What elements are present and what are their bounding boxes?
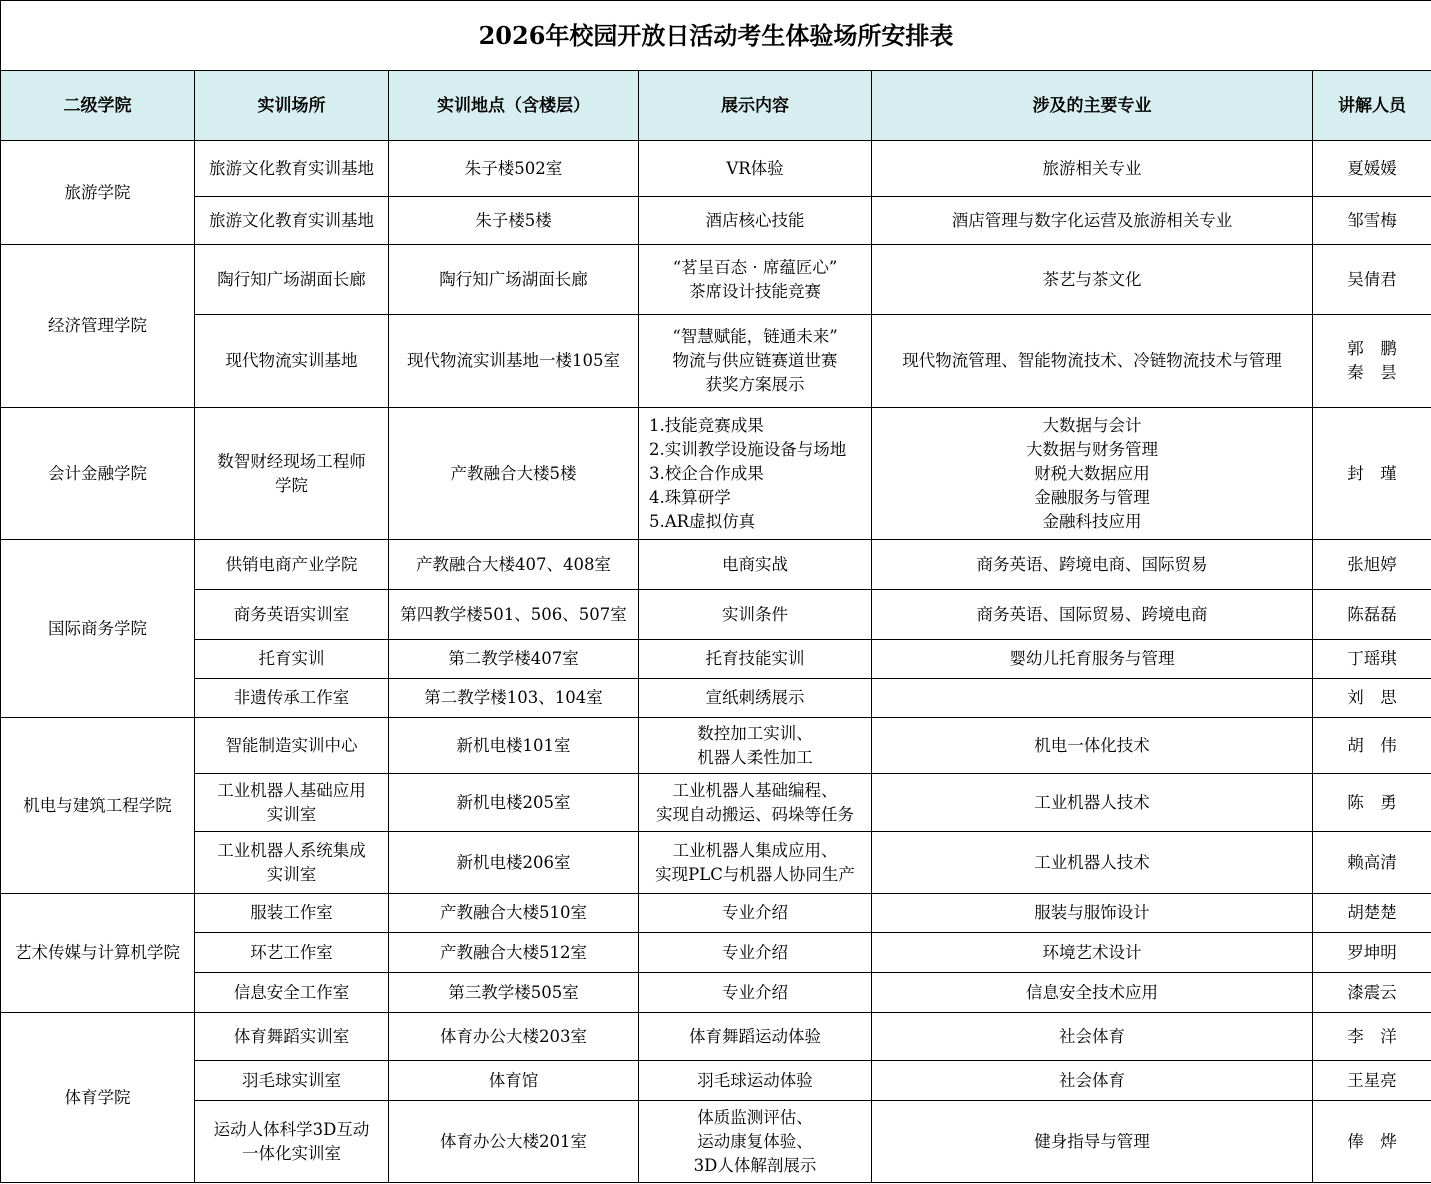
content-cell	[639, 973, 872, 1013]
majors-cell	[872, 1013, 1313, 1061]
majors-cell	[872, 973, 1313, 1013]
location-line: 新机电楼101室	[456, 735, 571, 755]
staff-cell	[1313, 774, 1431, 832]
location-line: 体育办公大楼203室	[440, 1026, 587, 1046]
location-line: 陶行知广场湖面长廊	[439, 269, 588, 289]
location-line: 朱子楼5楼	[475, 210, 552, 230]
staff-cell	[1313, 1101, 1431, 1183]
staff-line: 李 洋	[1347, 1026, 1397, 1046]
site-cell	[195, 774, 389, 832]
table-row	[1, 408, 1431, 540]
location-cell	[389, 933, 639, 973]
location-cell	[389, 315, 639, 408]
content-cell	[639, 1061, 872, 1101]
staff-line: 陈 勇	[1347, 792, 1397, 812]
staff-cell	[1313, 679, 1431, 718]
college-cell: 会计金融学院	[1, 408, 195, 540]
table-row	[1, 973, 1431, 1013]
site-line: 现代物流实训基地	[225, 351, 358, 370]
content-cell	[639, 832, 872, 894]
college-cell: 机电与建筑工程学院	[1, 718, 195, 894]
majors-cell	[872, 679, 1313, 718]
column-header-site: 实训场所	[195, 71, 389, 141]
staff-line: 陈磊磊	[1347, 604, 1397, 624]
site-line: 学院	[275, 475, 308, 495]
content-line: 托育技能实训	[705, 649, 805, 668]
site-cell	[195, 679, 389, 718]
majors-cell	[872, 590, 1313, 640]
content-cell	[639, 640, 872, 679]
content-cell	[639, 590, 872, 640]
site-line: 工业机器人系统集成	[217, 840, 366, 860]
staff-line: 夏媛媛	[1347, 158, 1397, 178]
majors-cell	[872, 933, 1313, 973]
site-line: 陶行知广场湖面长廊	[217, 269, 366, 289]
majors-cell	[872, 718, 1313, 774]
site-cell	[195, 640, 389, 679]
location-cell	[389, 245, 639, 315]
staff-line: 王星亮	[1347, 1070, 1397, 1090]
majors-line: 大数据与财务管理	[1026, 439, 1158, 459]
staff-line: 封 瑾	[1347, 463, 1397, 483]
table-row	[1, 1101, 1431, 1183]
table-row	[1, 1061, 1431, 1101]
location-cell	[389, 679, 639, 718]
content-line: 实现PLC与机器人协同生产	[655, 864, 855, 884]
content-line: “智慧赋能，链通未来”	[672, 327, 838, 346]
staff-cell	[1313, 245, 1431, 315]
table-row	[1, 315, 1431, 408]
majors-line: 机电一体化技术	[1034, 735, 1150, 755]
content-cell	[639, 540, 872, 590]
location-cell	[389, 540, 639, 590]
staff-cell	[1313, 894, 1431, 933]
site-line: 一体化实训室	[242, 1143, 341, 1163]
location-line: 第二教学楼407室	[448, 649, 579, 668]
site-cell	[195, 1061, 389, 1101]
location-line: 产教融合大楼512室	[440, 942, 587, 962]
site-line: 实训室	[266, 804, 317, 824]
site-line: 工业机器人基础应用	[217, 780, 366, 800]
staff-cell	[1313, 640, 1431, 679]
site-line: 托育实训	[258, 649, 325, 668]
location-cell	[389, 832, 639, 894]
location-line: 体育办公大楼201室	[440, 1131, 587, 1151]
content-line: 运动康复体验、	[697, 1131, 813, 1151]
majors-line: 金融科技应用	[1042, 511, 1142, 531]
table-title: 2026年校园开放日活动考生体验场所安排表	[1, 1, 1431, 71]
table-row	[1, 679, 1431, 718]
content-cell	[639, 197, 872, 245]
column-header-college: 二级学院	[1, 71, 195, 141]
site-line: 服装工作室	[250, 903, 333, 922]
content-cell	[639, 408, 872, 540]
site-cell	[195, 933, 389, 973]
content-line: 1.技能竞赛成果	[649, 415, 764, 435]
content-cell	[639, 245, 872, 315]
site-cell	[195, 718, 389, 774]
staff-cell	[1313, 408, 1431, 540]
location-line: 新机电楼205室	[456, 792, 571, 812]
majors-line: 大数据与会计	[1042, 415, 1142, 435]
staff-cell	[1313, 718, 1431, 774]
site-cell	[195, 1013, 389, 1061]
content-line: 电商实战	[722, 554, 788, 574]
site-line: 环艺工作室	[250, 942, 333, 962]
college-cell: 体育学院	[1, 1013, 195, 1183]
site-line: 非遗传承工作室	[233, 688, 350, 707]
majors-cell	[872, 315, 1313, 408]
content-line: 实训条件	[722, 604, 788, 624]
content-line: 3.校企合作成果	[649, 463, 764, 483]
staff-cell	[1313, 540, 1431, 590]
site-cell	[195, 973, 389, 1013]
location-cell	[389, 1101, 639, 1183]
staff-cell	[1313, 1061, 1431, 1101]
majors-cell	[872, 640, 1313, 679]
column-header-location: 实训地点（含楼层）	[389, 71, 639, 141]
majors-line: 社会体育	[1059, 1070, 1125, 1090]
table-row	[1, 933, 1431, 973]
majors-cell	[872, 540, 1313, 590]
site-cell	[195, 832, 389, 894]
table-row	[1, 540, 1431, 590]
majors-line: 商务英语、国际贸易、跨境电商	[976, 604, 1208, 624]
site-line: 旅游文化教育实训基地	[209, 158, 374, 178]
majors-line: 工业机器人技术	[1034, 852, 1150, 872]
site-cell	[195, 540, 389, 590]
location-line: 新机电楼206室	[456, 852, 571, 872]
site-cell	[195, 590, 389, 640]
content-line: 专业介绍	[722, 982, 788, 1002]
location-line: 产教融合大楼5楼	[450, 463, 577, 483]
content-line: 体育舞蹈运动体验	[689, 1026, 821, 1046]
staff-cell	[1313, 973, 1431, 1013]
staff-line: 郭 鹏	[1347, 339, 1397, 358]
content-cell	[639, 718, 872, 774]
site-cell	[195, 408, 389, 540]
content-line: 实现自动搬运、码垛等任务	[656, 804, 854, 824]
content-line: 获奖方案展示	[705, 375, 805, 394]
content-cell	[639, 1101, 872, 1183]
site-line: 数智财经现场工程师	[217, 451, 366, 471]
site-line: 智能制造实训中心	[225, 735, 358, 755]
content-line: 2.实训教学设施设备与场地	[649, 439, 847, 459]
content-line: 5.AR虚拟仿真	[649, 511, 756, 531]
content-cell	[639, 774, 872, 832]
location-line: 第二教学楼103、104室	[424, 688, 603, 707]
table-row	[1, 141, 1431, 197]
location-line: 第四教学楼501、506、507室	[400, 604, 627, 624]
content-line: 3D人体解剖展示	[693, 1155, 817, 1175]
staff-line: 刘 思	[1347, 688, 1397, 707]
location-cell	[389, 1061, 639, 1101]
staff-line: 丁瑶琪	[1347, 649, 1397, 668]
location-line: 朱子楼502室	[464, 158, 563, 178]
majors-cell	[872, 197, 1313, 245]
content-line: 体质监测评估、	[697, 1107, 813, 1127]
site-cell	[195, 141, 389, 197]
majors-line: 金融服务与管理	[1034, 487, 1150, 507]
majors-cell	[872, 1101, 1313, 1183]
majors-cell	[872, 774, 1313, 832]
majors-line: 酒店管理与数字化运营及旅游相关专业	[951, 210, 1233, 230]
table-row	[1, 1013, 1431, 1061]
majors-line: 服装与服饰设计	[1034, 903, 1150, 922]
column-header-staff: 讲解人员	[1313, 71, 1431, 141]
majors-line: 社会体育	[1059, 1026, 1125, 1046]
content-cell	[639, 315, 872, 408]
content-line: 宣纸刺绣展示	[705, 688, 805, 707]
staff-line: 赖高清	[1347, 852, 1397, 872]
table-row	[1, 718, 1431, 774]
majors-line: 信息安全技术应用	[1026, 982, 1158, 1002]
content-line: 物流与供应链赛道世赛	[672, 351, 838, 370]
site-line: 体育舞蹈实训室	[233, 1026, 350, 1046]
content-line: 工业机器人集成应用、	[672, 840, 838, 860]
table-header-row	[1, 71, 1431, 141]
majors-line: 旅游相关专业	[1042, 158, 1142, 178]
staff-cell	[1313, 590, 1431, 640]
location-cell	[389, 590, 639, 640]
site-line: 信息安全工作室	[233, 982, 350, 1002]
content-line: 4.珠算研学	[649, 487, 731, 507]
site-cell	[195, 894, 389, 933]
majors-line: 商务英语、跨境电商、国际贸易	[976, 554, 1208, 574]
staff-line: 吴倩君	[1347, 269, 1397, 289]
table-row	[1, 197, 1431, 245]
table-row	[1, 640, 1431, 679]
staff-cell	[1313, 315, 1431, 408]
majors-line: 财税大数据应用	[1034, 463, 1150, 483]
location-cell	[389, 141, 639, 197]
staff-cell	[1313, 1013, 1431, 1061]
content-line: 机器人柔性加工	[697, 747, 813, 767]
staff-line: 漆震云	[1347, 982, 1397, 1002]
location-cell	[389, 774, 639, 832]
location-line: 现代物流实训基地一楼105室	[407, 351, 620, 370]
site-line: 羽毛球实训室	[242, 1070, 341, 1090]
content-line: 数控加工实训、	[697, 723, 813, 743]
majors-line: 工业机器人技术	[1034, 792, 1150, 812]
site-line: 供销电商产业学院	[225, 554, 358, 574]
table-row	[1, 894, 1431, 933]
table-row	[1, 245, 1431, 315]
majors-line: 茶艺与茶文化	[1042, 269, 1142, 289]
college-cell: 艺术传媒与计算机学院	[1, 894, 195, 1013]
location-cell	[389, 408, 639, 540]
majors-cell	[872, 894, 1313, 933]
content-line: 羽毛球运动体验	[697, 1070, 813, 1090]
location-cell	[389, 718, 639, 774]
majors-line: 健身指导与管理	[1034, 1131, 1150, 1151]
location-cell	[389, 973, 639, 1013]
table-row	[1, 774, 1431, 832]
site-cell	[195, 1101, 389, 1183]
majors-line: 婴幼儿托育服务与管理	[1009, 649, 1175, 668]
staff-line: 罗坤明	[1347, 942, 1397, 962]
location-cell	[389, 197, 639, 245]
site-cell	[195, 197, 389, 245]
majors-cell	[872, 141, 1313, 197]
location-line: 产教融合大楼510室	[440, 903, 587, 922]
majors-cell	[872, 1061, 1313, 1101]
content-line: “茗呈百态 · 席蕴匠心”	[672, 257, 838, 277]
staff-line: 俸 烨	[1347, 1131, 1397, 1151]
majors-cell	[872, 832, 1313, 894]
majors-cell	[872, 245, 1313, 315]
content-line: 专业介绍	[722, 903, 788, 922]
content-line: 茶席设计技能竞赛	[689, 281, 821, 301]
staff-cell	[1313, 832, 1431, 894]
site-cell	[195, 245, 389, 315]
majors-line: 现代物流管理、智能物流技术、冷链物流技术与管理	[902, 351, 1282, 370]
college-cell: 国际商务学院	[1, 540, 195, 718]
content-cell	[639, 894, 872, 933]
college-cell: 经济管理学院	[1, 245, 195, 408]
location-cell	[389, 894, 639, 933]
site-line: 实训室	[266, 864, 317, 884]
content-line: 工业机器人基础编程、	[672, 780, 838, 800]
content-line: 专业介绍	[722, 942, 788, 962]
staff-cell	[1313, 933, 1431, 973]
content-cell	[639, 141, 872, 197]
content-line: 酒店核心技能	[705, 210, 805, 230]
content-cell	[639, 933, 872, 973]
college-cell: 旅游学院	[1, 141, 195, 245]
location-cell	[389, 640, 639, 679]
staff-line: 张旭婷	[1347, 554, 1397, 574]
majors-line: 环境艺术设计	[1042, 942, 1142, 962]
majors-cell	[872, 408, 1313, 540]
site-line: 商务英语实训室	[233, 604, 350, 624]
staff-cell	[1313, 197, 1431, 245]
site-line: 运动人体科学3D互动	[213, 1119, 370, 1139]
location-line: 体育馆	[488, 1070, 539, 1090]
staff-line: 秦 昙	[1347, 363, 1397, 382]
staff-line: 邹雪梅	[1347, 210, 1397, 230]
content-cell	[639, 679, 872, 718]
content-line: VR体验	[726, 158, 784, 178]
table-row	[1, 832, 1431, 894]
staff-cell	[1313, 141, 1431, 197]
location-line: 第三教学楼505室	[448, 982, 579, 1002]
content-cell	[639, 1013, 872, 1061]
staff-line: 胡楚楚	[1347, 903, 1397, 922]
location-cell	[389, 1013, 639, 1061]
column-header-majors: 涉及的主要专业	[872, 71, 1313, 141]
column-header-content: 展示内容	[639, 71, 872, 141]
site-cell	[195, 315, 389, 408]
site-line: 旅游文化教育实训基地	[209, 210, 374, 230]
table-row	[1, 590, 1431, 640]
staff-line: 胡 伟	[1347, 735, 1397, 755]
location-line: 产教融合大楼407、408室	[416, 554, 611, 574]
